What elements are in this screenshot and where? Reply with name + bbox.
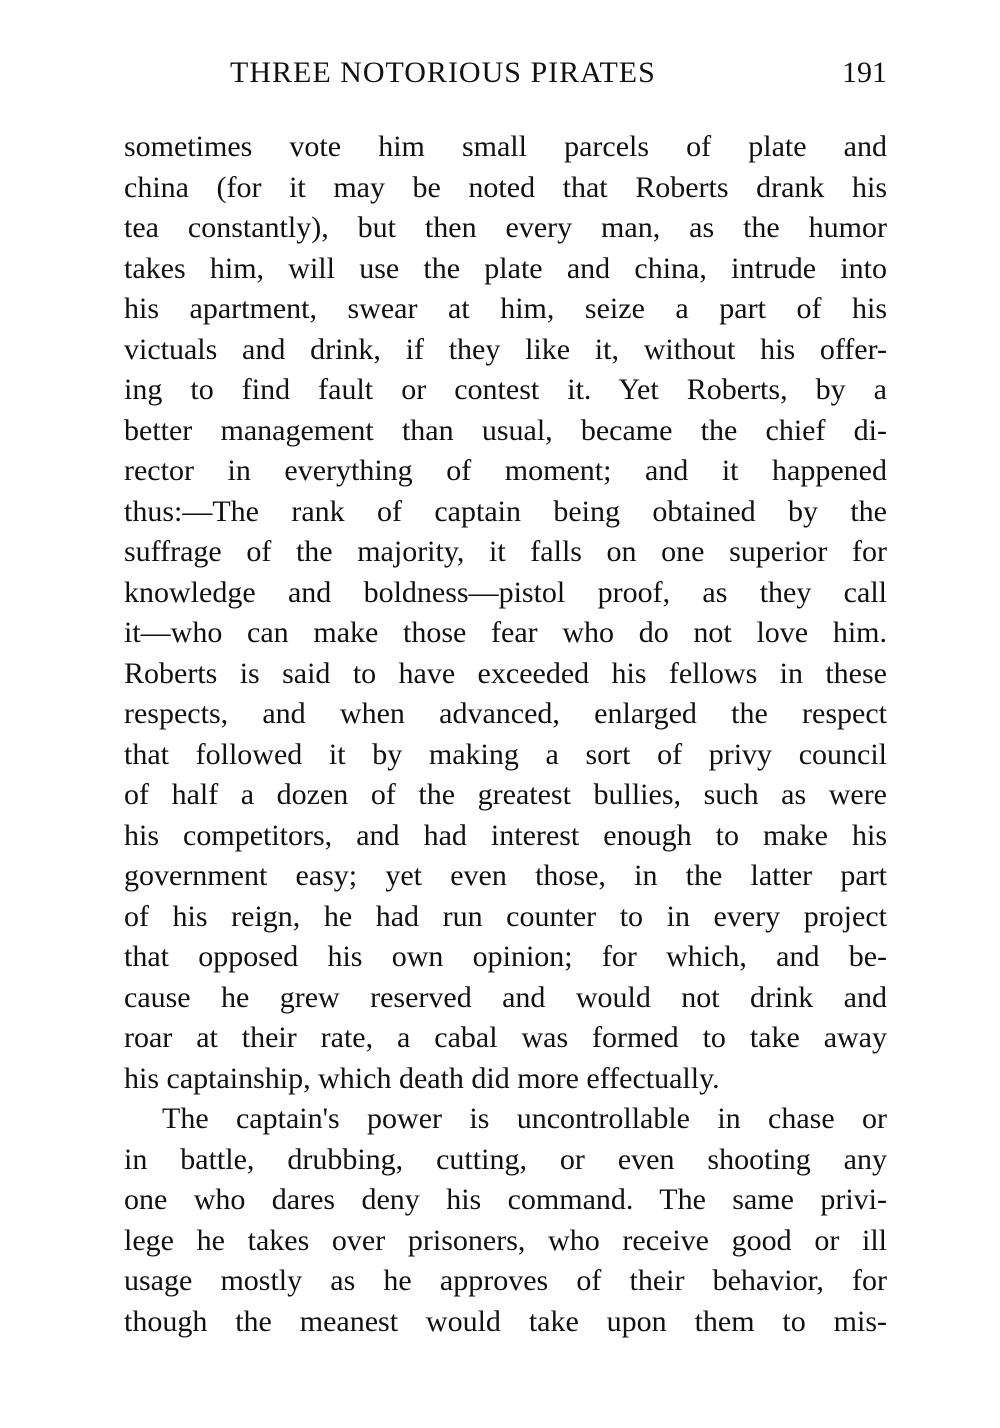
text-line: government easy; yet even those, in the latter part [124, 859, 887, 892]
text-line: china (for it may be noted that Roberts drank his [124, 170, 887, 204]
text-line: his competitors, and had interest enough to make his [124, 818, 887, 852]
text-line: Roberts is said to have exceeded his fellows in these [124, 656, 887, 690]
paragraph-1 [124, 127, 887, 1099]
text-line: ing to find fault or contest it. Yet Roberts, by a [124, 373, 887, 406]
text-line: The captain's power is uncontrollable in chase or [162, 1102, 887, 1135]
text-line: of his reign, he had run counter to in every project [124, 899, 887, 933]
text-line: of half a dozen of the greatest bullies, such as were [124, 778, 887, 811]
running-title: THREE NOTORIOUS PIRATES [230, 56, 656, 89]
text-line: suffrage of the majority, it falls on one superior for [124, 535, 887, 568]
text-line: respects, and when advanced, enlarged the respect [124, 697, 887, 730]
text-line: takes him, will use the plate and china, intrude into [124, 251, 887, 285]
text-line: tea constantly), but then every man, as the humor [124, 211, 887, 244]
text-line: knowledge and boldness—pistol proof, as they call [124, 575, 887, 609]
text-line: usage mostly as he approves of their behavior, for [124, 1264, 887, 1297]
text-line: thus:—The rank of captain being obtained by the [124, 494, 887, 528]
text-line: his captainship, which death did more effectually. [124, 1061, 720, 1095]
text-line: though the meanest would take upon them to mis- [124, 1304, 887, 1338]
text-line: better management than usual, became the chief di- [124, 413, 887, 447]
text-line: sometimes vote him small parcels of plate and [124, 130, 887, 163]
text-line: victuals and drink, if they like it, without his offer- [124, 332, 887, 366]
text-line: that opposed his own opinion; for which, and be- [124, 940, 887, 973]
paragraph-2 [124, 1099, 887, 1342]
text-line: roar at their rate, a cabal was formed to take away [124, 1021, 887, 1054]
text-line: lege he takes over prisoners, who receive good or ill [124, 1223, 887, 1257]
text-line: one who dares deny his command. The same privi- [124, 1183, 887, 1216]
text-line: it—who can make those fear who do not love him. [124, 616, 887, 649]
text-line: that followed it by making a sort of privy council [124, 737, 887, 771]
running-head [124, 56, 887, 100]
page-number: 191 [842, 56, 887, 89]
body-text [124, 127, 887, 1342]
text-line: rector in everything of moment; and it happened [124, 454, 887, 487]
text-line: his apartment, swear at him, seize a part of his [124, 292, 887, 325]
text-line: cause he grew reserved and would not drink and [124, 980, 887, 1014]
text-line: in battle, drubbing, cutting, or even shooting any [124, 1142, 887, 1176]
